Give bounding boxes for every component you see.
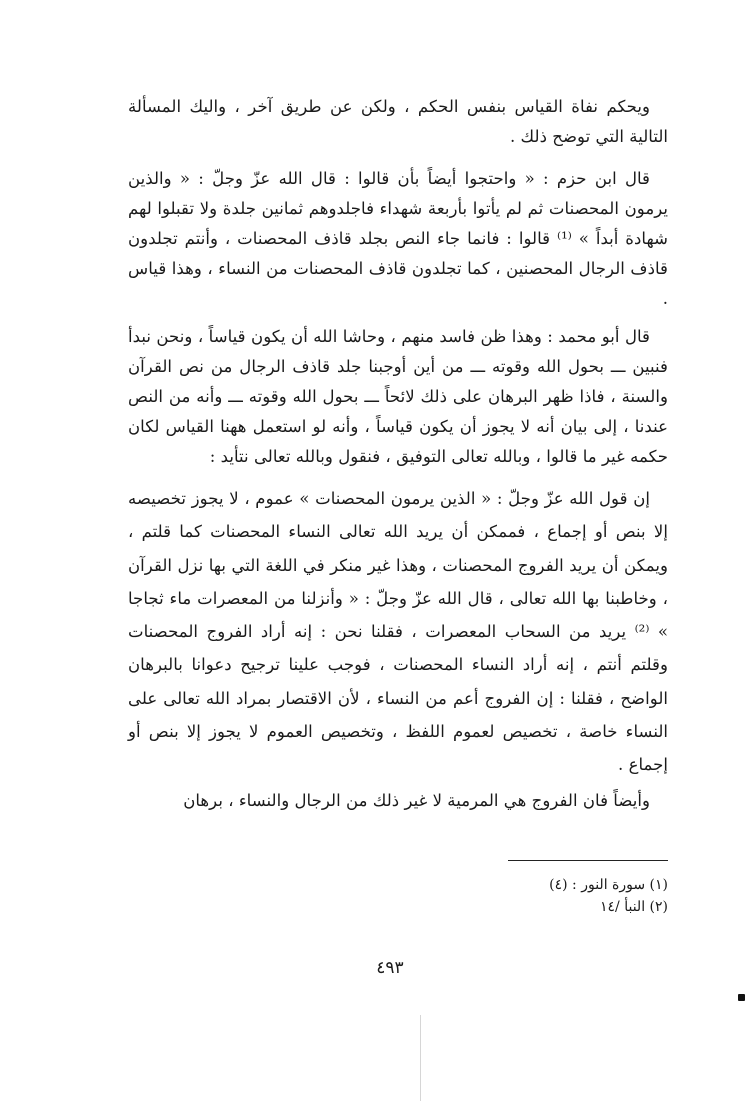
paragraph-4: إن قول الله عزّ وجلّ : « الذين يرمون المحصنات » عموم ، لا يجوز تخصيصه إلا بنص أو إجماع ، فممكن أن يريد الله تعالى النساء المحصنات كما قلتم ، ويمكن أن يريد الفروج المحصنات ، وهذا غير منكر في اللغة التي بها نزل القرآن ، وخاطبنا بها الله تعالى ، قال الله عزّ وجلّ : « وأنزلنا من المعصرات ماء ثجاجا » ⁽²⁾ يريد من السحاب المعصرات ، فقلنا نحن : إنه أراد الفروج المحصنات وقلتم أنتم ، إنه أراد النساء المحصنات ، فوجب علينا ترجيح دعوانا بالبرهان الواضح ، فقلنا : إن الفروج أعم من النساء ، لأن الاقتصار بمراد الله تعالى على النساء خاصة ، تخصيص لعموم اللفظ ، وتخصيص العموم لا يجوز إلا بنص أو إجماع . <box>128 489 669 775</box>
paragraph-2: قال ابن حزم : « واحتجوا أيضاً بأن قالوا : قال الله عزّ وجلّ : « والذين يرمون المحصنات ثم لم يأتوا بأربعة شهداء فاجلدوهم ثمانين جلدة ولا تقبلوا لهم شهادة أبداً » ⁽¹⁾ قالوا : فانما جاء النص بجلد قاذف المحصنات ، وأنتم تجلدون قاذف الرجال المحصنين ، كما تجلدون قاذف المحصنات من النساء ، وهذا قياس . <box>128 169 669 308</box>
footnotes <box>470 874 668 918</box>
footnote-divider <box>508 860 668 861</box>
footnote-1: (١) سورة النور : (٤) <box>549 877 668 893</box>
edge-mark <box>738 994 745 1001</box>
body-text <box>128 92 668 816</box>
paragraph-3: قال أبو محمد : وهذا ظن فاسد منهم ، وحاشا الله أن يكون قياساً ، ونحن نبدأ فنبين ـــ بحول الله وقوته ـــ من أين أوجبنا جلد قاذف الرجال من نص القرآن والسنة ، فاذا ظهر البرهان على ذلك لائحاً ـــ بحول الله وقوته ـــ وأنه من النص عندنا ، إلى بيان أنه لا يجوز أن يكون قياساً ، وأنه لو استعمل ههنا القياس لكان حكمه غير ما قالوا ، وبالله تعالى التوفيق ، فنقول وبالله تعالى نتأيد : <box>128 327 668 466</box>
paragraph-5: وأيضاً فان الفروج هي المرمية لا غير ذلك من الرجال والنساء ، برهان <box>183 790 650 810</box>
footnote-2: (٢) النبأ /١٤ <box>600 899 668 915</box>
page-number: ٤٩٣ <box>376 958 404 978</box>
binding-shadow-line <box>420 1015 421 1101</box>
paragraph-1: ويحكم نفاة القياس بنفس الحكم ، ولكن عن طريق آخر ، واليك المسألة التالية التي توضح ذلك . <box>128 97 668 146</box>
